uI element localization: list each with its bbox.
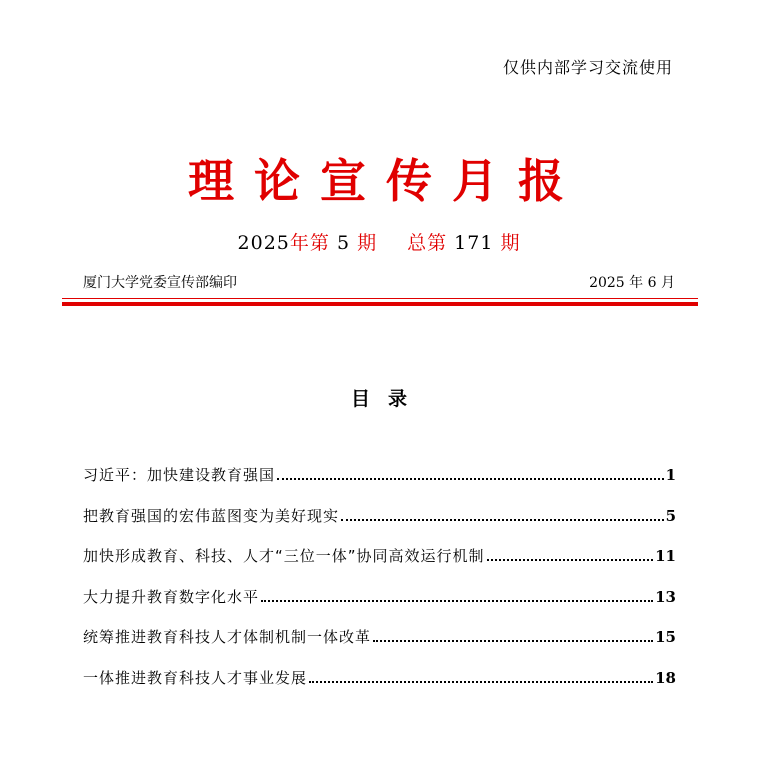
toc-leader-dots [487, 559, 654, 561]
header-rule-thin [62, 298, 698, 299]
toc-entry-page: 1 [665, 466, 676, 484]
toc-entry-title: 一体推进教育科技人才事业发展 [83, 668, 308, 687]
toc-entry-title: 加快形成教育、科技、人才“三位一体”协同高效运行机制 [83, 547, 485, 566]
toc-entry[interactable] [83, 464, 676, 484]
toc-entry-title: 把教育强国的宏伟蓝图变为美好现实 [83, 506, 340, 525]
issue-unit: 期 [357, 232, 378, 254]
date-month: 6 [647, 275, 657, 291]
toc-entry[interactable] [83, 505, 676, 525]
toc-entry-page: 18 [655, 668, 676, 687]
toc-entry[interactable] [83, 545, 676, 565]
total-unit: 期 [500, 232, 521, 254]
toc-entry[interactable] [83, 626, 676, 646]
toc-leader-dots [341, 519, 664, 521]
total-number: 171 [454, 232, 494, 254]
toc-entry-page: 15 [655, 628, 676, 647]
header-rule-thick [62, 302, 698, 306]
internal-use-notice: 仅供内部学习交流使用 [502, 58, 673, 77]
toc-leader-dots [309, 681, 653, 683]
toc-leader-dots [373, 640, 653, 642]
total-prefix: 总第 [407, 232, 448, 254]
date-year: 2025 [589, 275, 625, 291]
issue-year-unit: 年第 [289, 232, 330, 254]
editor-line: 厦门大学党委宣传部编印 [83, 275, 237, 291]
toc-entry-title: 大力提升教育数字化水平 [83, 587, 260, 606]
issue-number: 5 [336, 232, 351, 254]
toc-entry-page: 11 [655, 547, 676, 566]
issue-line [0, 228, 758, 255]
toc-leader-dots [277, 478, 664, 480]
toc-entry-title: 统筹推进教育科技人才体制机制一体改革 [83, 628, 372, 647]
table-of-contents [83, 464, 676, 708]
issue-year: 2025 [237, 232, 290, 254]
date-month-unit: 月 [661, 275, 675, 291]
toc-entry-page: 13 [655, 587, 676, 606]
toc-entry[interactable] [83, 586, 676, 606]
date-year-unit: 年 [629, 275, 644, 291]
toc-entry-page: 5 [665, 506, 676, 525]
publication-masthead: 理论宣传月报 [188, 154, 584, 208]
toc-leader-dots [261, 600, 653, 602]
toc-title: 目录 [350, 388, 425, 410]
publication-date [589, 272, 675, 292]
toc-entry-title: 习近平：加快建设教育强国 [83, 466, 276, 484]
toc-entry[interactable] [83, 667, 676, 687]
